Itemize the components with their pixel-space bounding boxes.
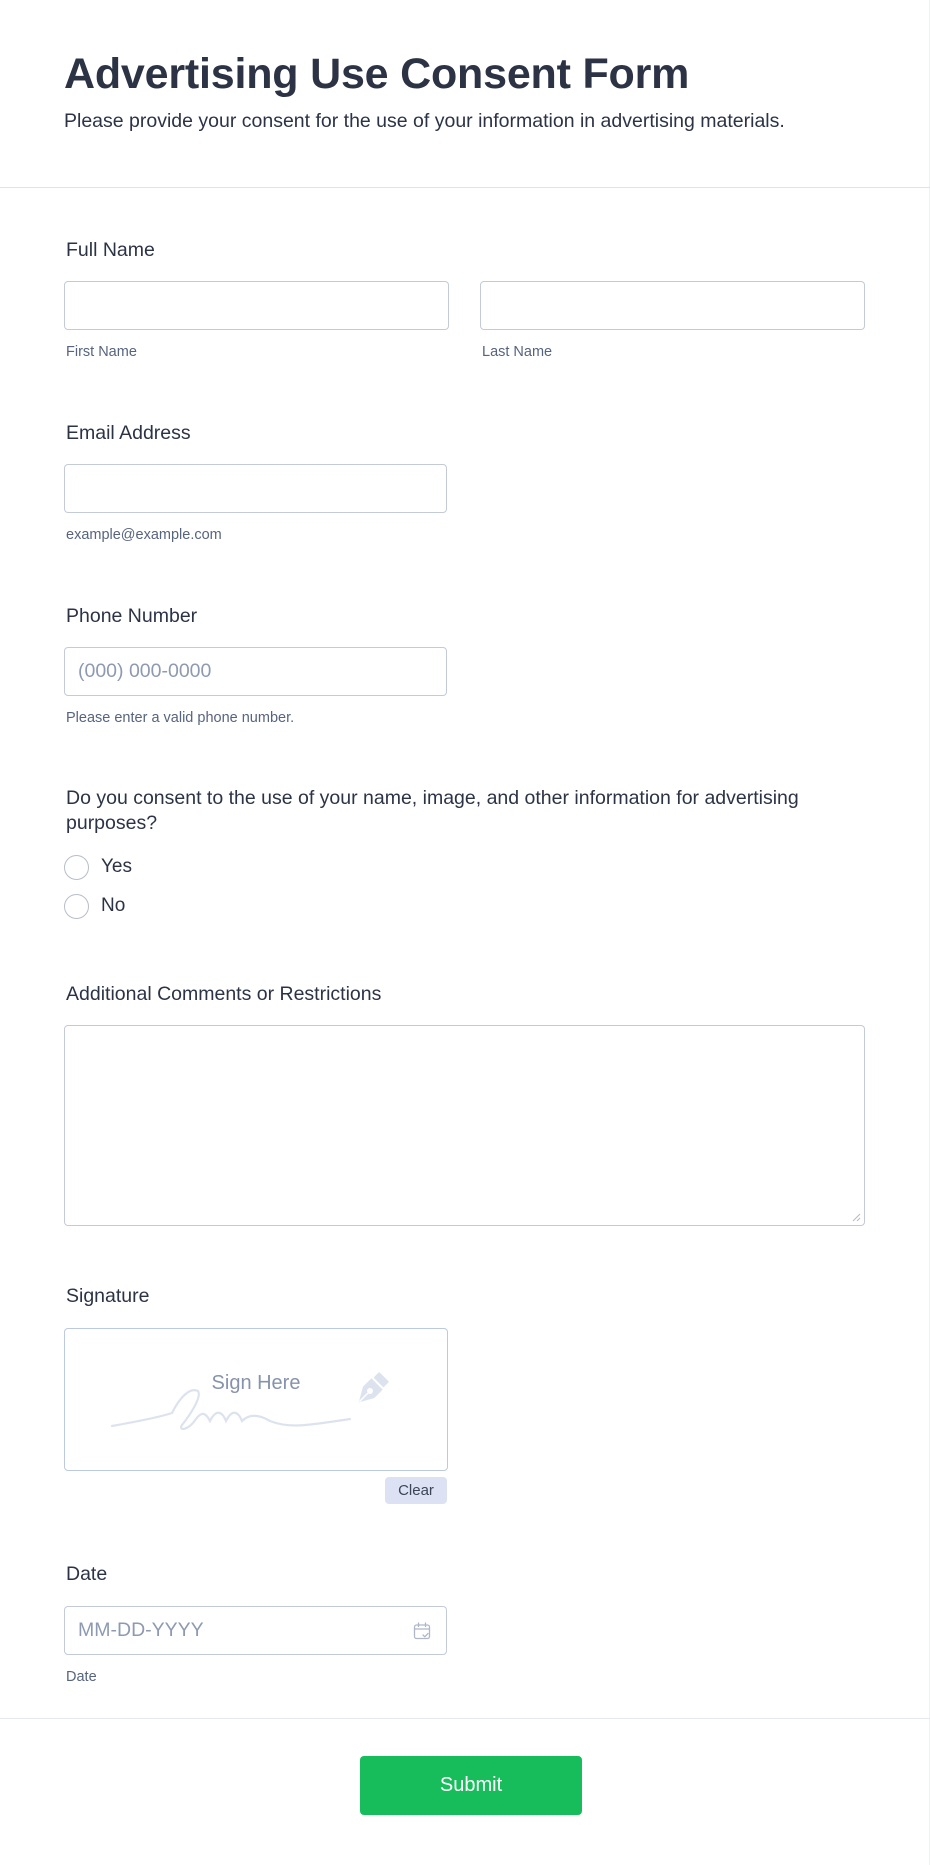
date-label: Date <box>66 1563 108 1585</box>
first-name-sublabel: First Name <box>66 344 137 360</box>
email-sublabel: example@example.com <box>66 527 222 543</box>
last-name-input[interactable] <box>480 281 865 330</box>
signature-pad[interactable] <box>64 1328 448 1471</box>
comments-label: Additional Comments or Restrictions <box>66 983 382 1005</box>
submit-button[interactable]: Submit <box>360 1756 582 1815</box>
page-subtitle: Please provide your consent for the use of your information in advertising materials. <box>64 110 785 132</box>
radio-label-yes: Yes <box>101 856 132 877</box>
radio-circle-icon[interactable] <box>64 855 89 880</box>
first-name-input[interactable] <box>64 281 449 330</box>
radio-circle-icon[interactable] <box>64 894 89 919</box>
footer-divider <box>0 1718 930 1719</box>
phone-placeholder: (000) 000-0000 <box>78 660 212 682</box>
form-header <box>0 0 930 188</box>
consent-question: Do you consent to the use of your name, image, and other information for advertising purposes? <box>66 787 799 834</box>
full-name-label: Full Name <box>66 239 155 261</box>
resize-grip-icon[interactable] <box>852 1213 861 1222</box>
comments-textarea[interactable] <box>64 1025 865 1226</box>
radio-option-no[interactable] <box>64 893 125 919</box>
radio-option-yes[interactable] <box>64 854 132 880</box>
date-sublabel: Date <box>66 1669 97 1685</box>
signature-label: Signature <box>66 1285 150 1307</box>
date-input[interactable] <box>64 1606 447 1655</box>
phone-input[interactable] <box>64 647 447 696</box>
last-name-sublabel: Last Name <box>482 344 553 360</box>
date-placeholder: MM-DD-YYYY <box>78 1619 204 1641</box>
calendar-icon[interactable] <box>412 1621 432 1641</box>
phone-label: Phone Number <box>66 605 198 627</box>
email-input[interactable] <box>64 464 447 513</box>
clear-signature-button[interactable]: Clear <box>385 1477 447 1504</box>
pen-nib-icon <box>349 1371 391 1411</box>
page-title: Advertising Use Consent Form <box>64 50 690 98</box>
email-label: Email Address <box>66 422 191 444</box>
sign-here-prompt: Sign Here <box>211 1372 301 1394</box>
radio-label-no: No <box>101 895 126 916</box>
phone-sublabel: Please enter a valid phone number. <box>66 710 295 726</box>
